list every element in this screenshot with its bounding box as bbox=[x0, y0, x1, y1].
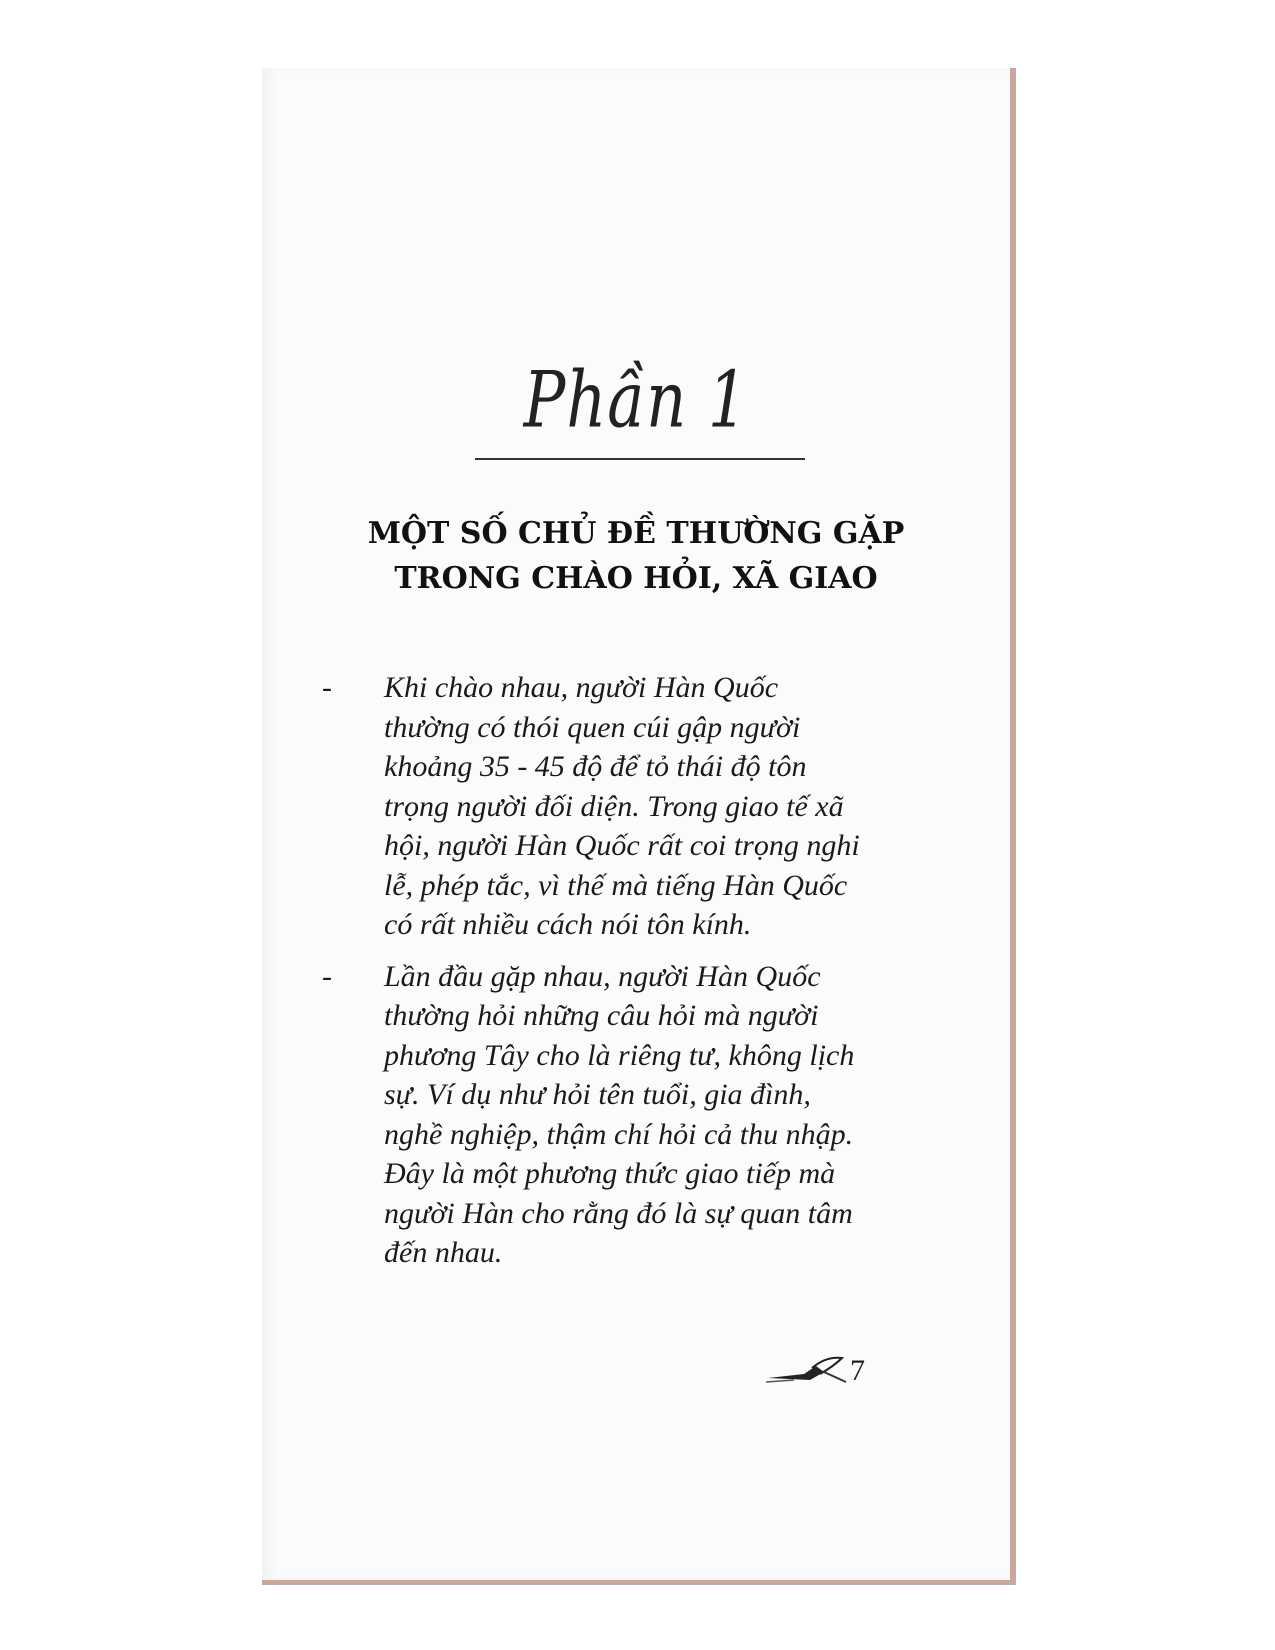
bullet-dash: - bbox=[322, 959, 332, 993]
part-title-underline bbox=[475, 458, 805, 460]
bullet-line: thường hỏi những câu hỏi mà người bbox=[384, 999, 819, 1032]
section-heading-line-1: MỘT SỐ CHỦ ĐỀ THƯỜNG GẶP bbox=[367, 516, 905, 551]
bullet-line: đến nhau. bbox=[384, 1236, 503, 1269]
bullet-line: Khi chào nhau, người Hàn Quốc bbox=[384, 671, 779, 704]
bullet-line: trọng người đối diện. Trong giao tế xã bbox=[384, 789, 844, 823]
bullet-line: Đây là một phương thức giao tiếp mà bbox=[384, 1157, 836, 1190]
bullet-line: người Hàn cho rằng đó là sự quan tâm bbox=[384, 1196, 853, 1230]
book-page bbox=[262, 68, 1016, 1585]
bullet-item-1 bbox=[322, 668, 942, 945]
bullet-dash: - bbox=[322, 671, 332, 704]
bullet-item-2 bbox=[322, 957, 942, 1273]
bullet-line: Lần đầu gặp nhau, người Hàn Quốc bbox=[384, 959, 821, 993]
part-title: Phần 1 bbox=[523, 353, 749, 446]
bullet-line: có rất nhiều cách nói tôn kính. bbox=[384, 908, 752, 941]
bullet-line: thường có thói quen cúi gập người bbox=[384, 710, 801, 744]
bullet-line: hội, người Hàn Quốc rất coi trọng nghi bbox=[384, 829, 860, 862]
bullet-list bbox=[322, 668, 942, 1285]
bullet-line: khoảng 35 - 45 độ để tỏ thái độ tôn bbox=[384, 750, 807, 783]
section-heading-line-2: TRONG CHÀO HỎI, XÃ GIAO bbox=[394, 561, 878, 596]
bullet-line: sự. Ví dụ như hỏi tên tuổi, gia đình, bbox=[384, 1078, 811, 1111]
bullet-line: phương Tây cho là riêng tư, không lịch bbox=[384, 1038, 855, 1072]
quill-pen-icon bbox=[764, 1352, 854, 1388]
bullet-line: nghề nghiệp, thậm chí hỏi cả thu nhập. bbox=[384, 1117, 854, 1151]
page-number: 7 bbox=[850, 1354, 865, 1387]
bullet-line: lễ, phép tắc, vì thế mà tiếng Hàn Quốc bbox=[384, 868, 848, 902]
